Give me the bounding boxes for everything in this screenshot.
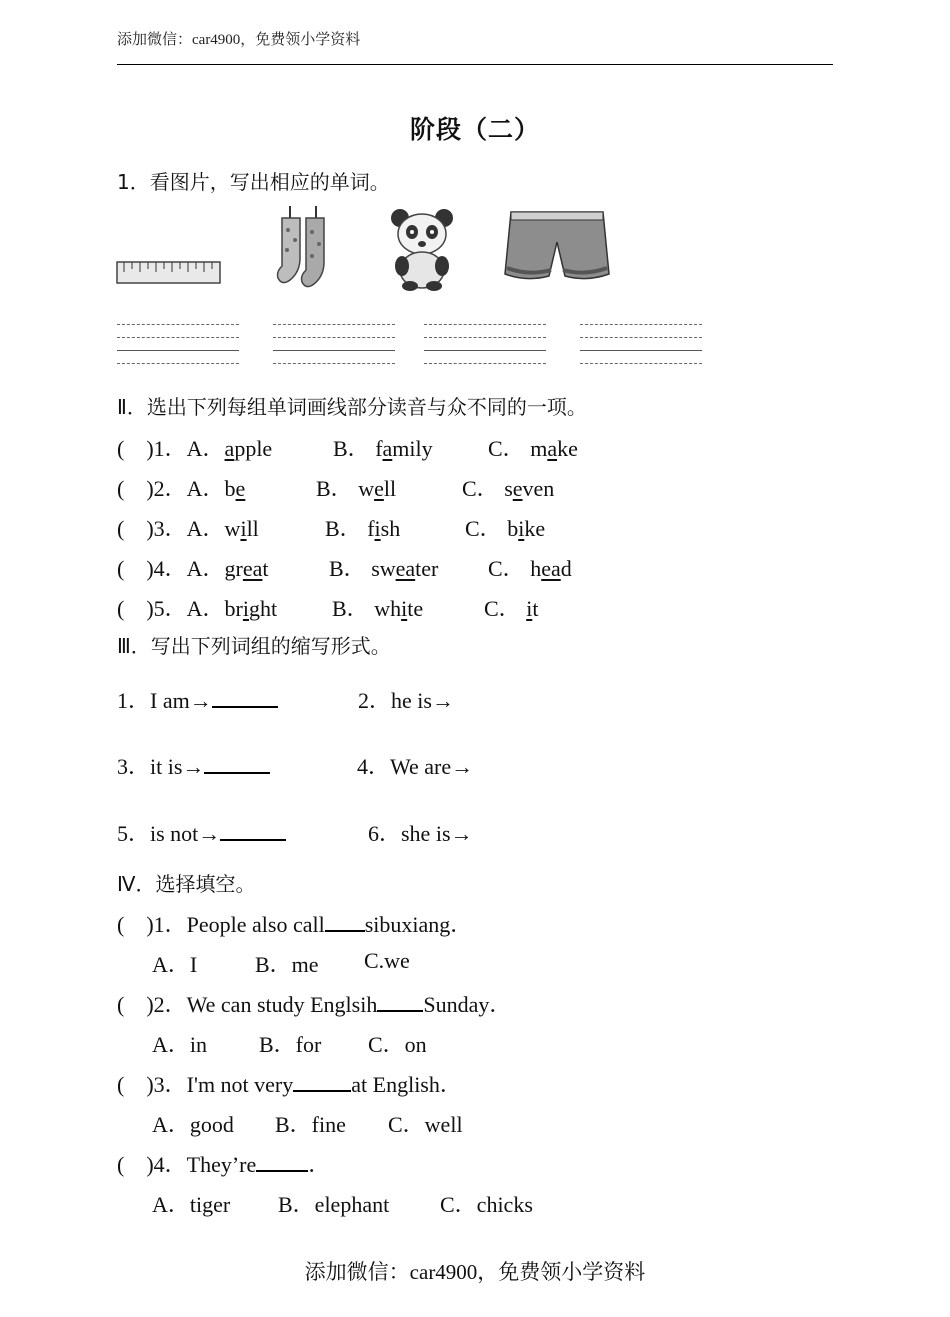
fill-question bbox=[117, 1148, 330, 1179]
underlined-letters: i bbox=[526, 596, 533, 621]
underlined-letters: a bbox=[382, 436, 393, 461]
option-c[interactable]: C． it bbox=[484, 596, 539, 621]
contraction-prompt: 5．is not→ bbox=[117, 821, 221, 846]
option-b[interactable]: B． white bbox=[332, 596, 424, 621]
answer-option[interactable]: C．well bbox=[388, 1112, 463, 1137]
option-b[interactable]: B． sweater bbox=[329, 556, 439, 581]
phonics-question bbox=[117, 592, 277, 623]
answer-option[interactable]: B．for bbox=[259, 1032, 322, 1057]
answer-blank[interactable] bbox=[220, 821, 286, 841]
answer-blank[interactable] bbox=[256, 1152, 308, 1172]
answer-option[interactable]: C．chicks bbox=[440, 1192, 533, 1217]
underlined-letters: a bbox=[547, 436, 558, 461]
fill-question bbox=[117, 908, 472, 939]
answer-blank[interactable] bbox=[212, 688, 278, 708]
option-c-word: make bbox=[530, 436, 578, 461]
question-text-end: ． bbox=[308, 1152, 331, 1177]
contraction-item bbox=[368, 817, 473, 848]
underlined-letters: ea bbox=[242, 556, 263, 581]
answer-option[interactable]: B．fine bbox=[275, 1112, 346, 1137]
page-footer: 添加微信：car4900，免费领小学资料 bbox=[304, 1260, 646, 1284]
option-c-word: it bbox=[526, 596, 539, 621]
section4-heading: Ⅳ．选择填空。 bbox=[117, 872, 256, 896]
section2-heading: Ⅱ．选出下列每组单词画线部分读音与众不同的一项。 bbox=[117, 395, 587, 419]
writing-lines-3[interactable] bbox=[424, 324, 546, 376]
shorts-icon bbox=[503, 208, 611, 292]
section3-heading: Ⅲ．写出下列词组的缩写形式。 bbox=[117, 634, 391, 658]
underlined-letters: e bbox=[512, 476, 523, 501]
phonics-question bbox=[117, 512, 259, 543]
contraction-item bbox=[117, 684, 278, 715]
underlined-letters: a bbox=[224, 436, 235, 461]
answer-blank[interactable] bbox=[293, 1072, 351, 1092]
socks-icon bbox=[276, 206, 334, 292]
contraction-prompt: 2．he is→ bbox=[358, 688, 454, 713]
fill-question bbox=[117, 988, 511, 1019]
underlined-letters: i bbox=[518, 516, 525, 541]
answer-option[interactable]: A．I bbox=[152, 952, 198, 977]
underlined-letters: ea bbox=[395, 556, 416, 581]
page-title: 阶段（二） bbox=[409, 115, 540, 144]
question-text: ( )4．They’re bbox=[117, 1152, 257, 1177]
option-a: great bbox=[224, 556, 269, 581]
question-text-end: Sunday． bbox=[423, 992, 512, 1017]
phonics-question bbox=[117, 472, 245, 503]
option-b-word: sweater bbox=[371, 556, 439, 581]
option-a: will bbox=[224, 516, 259, 541]
question-text: ( )3．I'm not very bbox=[117, 1072, 294, 1097]
question-text-end: at English． bbox=[351, 1072, 462, 1097]
option-c[interactable]: C． make bbox=[488, 436, 578, 461]
contraction-prompt: 3．it is→ bbox=[117, 754, 205, 779]
answer-blank[interactable] bbox=[204, 754, 270, 774]
contraction-item bbox=[357, 750, 473, 781]
contraction-item bbox=[117, 817, 286, 848]
writing-lines-4[interactable] bbox=[580, 324, 702, 376]
question-number[interactable]: ( )2．A． bbox=[117, 476, 225, 501]
option-c[interactable]: C． seven bbox=[462, 476, 555, 501]
answer-option[interactable]: A．tiger bbox=[152, 1192, 231, 1217]
option-c-word: head bbox=[530, 556, 572, 581]
underlined-letters: e bbox=[235, 476, 246, 501]
answer-option[interactable]: A．in bbox=[152, 1032, 208, 1057]
option-b-word: white bbox=[374, 596, 424, 621]
question-number[interactable]: ( )3．A． bbox=[117, 516, 225, 541]
option-b-word: fish bbox=[367, 516, 401, 541]
contraction-item bbox=[117, 750, 270, 781]
fill-question bbox=[117, 1068, 462, 1099]
underlined-letters: e bbox=[374, 476, 384, 501]
answer-option[interactable]: C．on bbox=[368, 1032, 427, 1057]
underlined-letters: i bbox=[240, 516, 247, 541]
answer-option[interactable]: A．good bbox=[152, 1112, 234, 1137]
question-text-end: sibuxiang． bbox=[364, 912, 473, 937]
question-number[interactable]: ( )4．A． bbox=[117, 556, 225, 581]
answer-blank[interactable] bbox=[325, 912, 365, 932]
answer-option[interactable]: B．me bbox=[255, 952, 319, 977]
ruler-icon bbox=[116, 260, 222, 286]
underlined-letters: i bbox=[374, 516, 381, 541]
underlined-letters: ea bbox=[541, 556, 561, 581]
answer-blank[interactable] bbox=[377, 992, 423, 1012]
panda-icon bbox=[388, 206, 458, 292]
option-b[interactable]: B． family bbox=[333, 436, 433, 461]
option-c-word: seven bbox=[504, 476, 555, 501]
option-c-word: bike bbox=[507, 516, 546, 541]
section1-heading: 1．看图片，写出相应的单词。 bbox=[117, 170, 390, 194]
contraction-prompt: 6．she is→ bbox=[368, 821, 473, 846]
page-header: 添加微信：car4900，免费领小学资料 bbox=[117, 32, 361, 48]
option-b[interactable]: B． well bbox=[316, 476, 397, 501]
option-c[interactable]: C． bike bbox=[465, 516, 546, 541]
answer-option[interactable]: B．elephant bbox=[278, 1192, 390, 1217]
option-b[interactable]: B． fish bbox=[325, 516, 401, 541]
answer-option[interactable]: C.we bbox=[364, 948, 410, 973]
phonics-question bbox=[117, 432, 272, 463]
question-text: ( )1．People also call bbox=[117, 912, 325, 937]
contraction-prompt: 1．I am→ bbox=[117, 688, 212, 713]
contraction-prompt: 4．We are→ bbox=[357, 754, 474, 779]
question-number[interactable]: ( )1．A． bbox=[117, 436, 225, 461]
option-c[interactable]: C． head bbox=[488, 556, 572, 581]
writing-lines-1[interactable] bbox=[117, 324, 239, 376]
option-a: apple bbox=[224, 436, 273, 461]
underlined-letters: i bbox=[401, 596, 408, 621]
question-number[interactable]: ( )5．A． bbox=[117, 596, 225, 621]
phonics-question bbox=[117, 552, 269, 583]
question-text: ( )2．We can study Englsih bbox=[117, 992, 378, 1017]
option-b-word: family bbox=[375, 436, 433, 461]
writing-lines-2[interactable] bbox=[273, 324, 395, 376]
contraction-item bbox=[358, 684, 454, 715]
underlined-letters: i bbox=[242, 596, 249, 621]
option-a: be bbox=[224, 476, 246, 501]
option-a: bright bbox=[224, 596, 278, 621]
option-b-word: well bbox=[358, 476, 397, 501]
header-rule bbox=[117, 64, 833, 65]
